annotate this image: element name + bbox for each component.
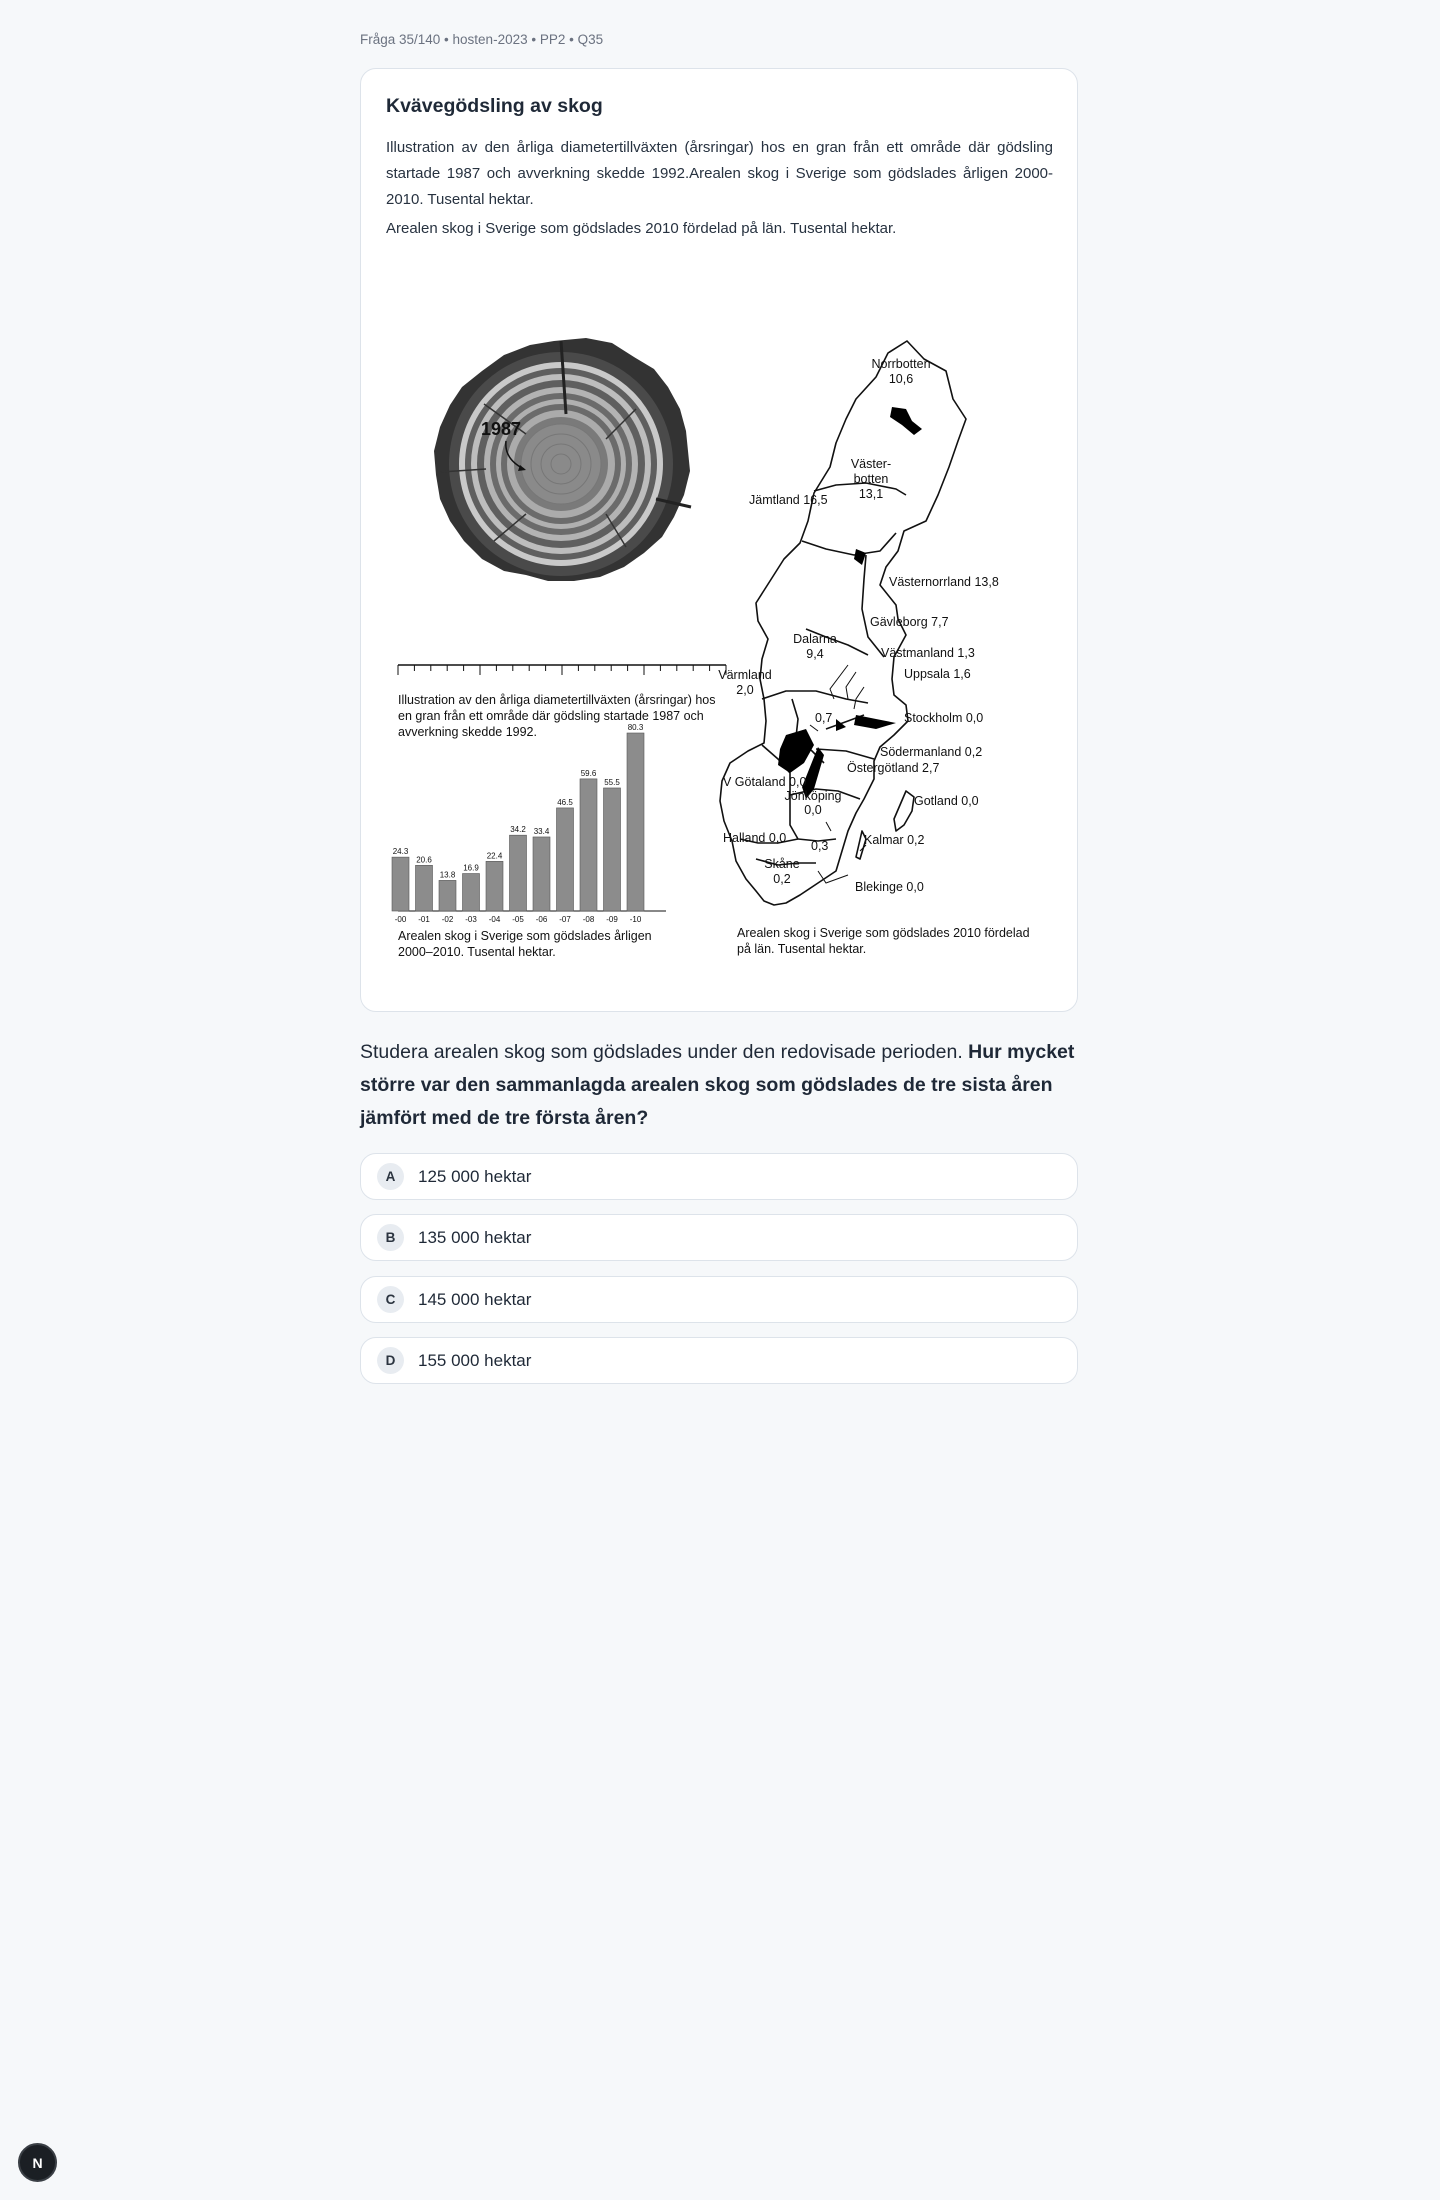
option-a-letter: A [377, 1163, 404, 1190]
option-b[interactable] [360, 1214, 1078, 1261]
bar-value-label: 55.5 [604, 777, 620, 787]
label-vastmanland: Västmanland 1,3 [881, 646, 975, 660]
bar [627, 733, 644, 911]
option-b-letter: B [377, 1224, 404, 1251]
label-vasterbotten-2: botten [853, 472, 889, 486]
option-c-text: 145 000 hektar [418, 1289, 532, 1309]
question-lead: Studera arealen skog som gödslades under den redovisade perioden. [360, 1041, 963, 1063]
map-caption-1: Arealen skog i Sverige som gödslades 2010 fördelad [737, 926, 1030, 940]
label-gavleborg: Gävleborg 7,7 [870, 615, 949, 629]
bar-category-label: -06 [535, 915, 548, 924]
bar [416, 865, 433, 911]
card-title: Kvävegödsling av skog [386, 95, 603, 117]
label-halland: Halland 0,0 [723, 831, 787, 845]
value-varmland: 2,0 [736, 683, 754, 697]
label-skane: Skåne [764, 857, 800, 871]
bar-category-label: -07 [559, 915, 571, 924]
bar-category-label: -02 [441, 915, 454, 924]
bar-category-label: -04 [488, 915, 501, 924]
figure-svg [386, 259, 1053, 979]
bar [392, 857, 409, 911]
question-meta: Fråga 35/140 • hosten-2023 • PP2 • Q35 [360, 32, 604, 47]
bar-value-label: 59.6 [580, 768, 597, 778]
label-dalarna: Dalarna [793, 632, 837, 646]
bar-category-label: -09 [606, 915, 618, 924]
bar-category-label: -10 [629, 915, 642, 924]
gotland [894, 791, 914, 831]
bar [463, 874, 480, 911]
bar [439, 880, 456, 911]
value-norrbotten: 10,6 [888, 372, 914, 386]
question-card [360, 68, 1078, 1012]
label-kalmar: Kalmar 0,2 [864, 833, 925, 847]
bar-value-label: 20.6 [416, 855, 432, 865]
value-jonkoping: 0,0 [804, 803, 822, 817]
question-text [360, 1036, 1080, 1135]
app-badge-button[interactable]: N [18, 2143, 57, 2182]
label-blekinge: Blekinge 0,0 [855, 880, 924, 894]
option-d[interactable] [360, 1337, 1078, 1384]
bar-value-label: 13.8 [439, 870, 456, 880]
label-jonkoping: Jönköping [784, 789, 842, 803]
label-varmland: Värmland [718, 668, 772, 682]
label-jamtland: Jämtland 16,5 [749, 493, 828, 507]
label-gotland: Gotland 0,0 [914, 794, 979, 808]
bar-category-label: -05 [512, 915, 524, 924]
option-a-text: 125 000 hektar [418, 1166, 532, 1186]
card-intro-2: Arealen skog i Sverige som gödslades 2010 fördelad på län. Tusental hektar. [386, 220, 897, 237]
bar-caption-2: 2000–2010. Tusental hektar. [398, 945, 556, 959]
bar-value-label: 24.3 [392, 847, 409, 857]
bar [533, 837, 550, 911]
option-d-text: 155 000 hektar [418, 1350, 532, 1370]
label-vasternorrland: Västernorrland 13,8 [889, 575, 999, 589]
bar-category-label: -00 [394, 915, 407, 924]
value-dalarna: 9,4 [806, 647, 824, 661]
bar [557, 808, 574, 911]
bar [580, 779, 597, 911]
option-b-text: 135 000 hektar [418, 1227, 532, 1247]
option-c[interactable] [360, 1276, 1078, 1323]
bar [510, 835, 527, 911]
bar [486, 861, 503, 911]
label-uppsala: Uppsala 1,6 [904, 667, 971, 681]
bar-category-label: -08 [582, 915, 595, 924]
bar-value-label: 46.5 [557, 797, 573, 807]
label-sodermanland: Södermanland 0,2 [880, 745, 983, 759]
question-bold: Hur mycket större var den sammanlagda arealen skog som gödslades de tre sista åren jämfört med de tre första åren? [360, 1041, 1075, 1129]
option-a[interactable] [360, 1153, 1078, 1200]
value-vasterbotten: 13,1 [858, 487, 884, 501]
card-intro: Illustration av den årliga diametertillväxten (årsringar) hos en gran från ett område där gödsling startade 1987 och avverkning skedde 1992.Arealen skog i Sverige som gödslades årligen 2000-2010. Tusental hektar. [386, 139, 1053, 208]
value-skane: 0,2 [773, 872, 791, 886]
value-kronoberg: 0,3 [811, 839, 829, 853]
figure [386, 259, 1053, 979]
label-ostergotland: Östergötland 2,7 [847, 761, 940, 775]
ring-year-label: 1987 [481, 419, 522, 439]
bar-category-label: -03 [465, 915, 477, 924]
bar-value-label: 34.2 [510, 825, 526, 835]
ring-caption-1: Illustration av den årliga diametertillväxten (årsringar) hos [398, 693, 716, 707]
bar-value-label: 16.9 [463, 863, 479, 873]
ring-caption-2: en gran från ett område där gödsling startade 1987 och [398, 709, 704, 723]
tree-ring-illustration [398, 338, 726, 739]
ring-caption-3: avverkning skedde 1992. [398, 725, 537, 739]
bar-value-label: 33.4 [533, 826, 550, 836]
label-vasterbotten-1: Väster- [850, 457, 892, 471]
bar-caption-1: Arealen skog i Sverige som gödslades årligen [398, 929, 652, 943]
bar-category-label: -01 [418, 915, 430, 924]
label-vgotaland: V Götaland 0,0 [723, 775, 807, 789]
label-stockholm: Stockholm 0,0 [904, 711, 984, 725]
label-norrbotten: Norrbotten [871, 357, 931, 371]
option-c-letter: C [377, 1286, 404, 1313]
option-d-letter: D [377, 1347, 404, 1374]
bar-value-label: 22.4 [486, 851, 503, 861]
bar-chart [392, 723, 666, 924]
bar-value-label: 80.3 [627, 723, 644, 732]
scale-ticks [398, 665, 726, 675]
value-orebro: 0,7 [815, 711, 833, 725]
map-caption-2: på län. Tusental hektar. [737, 942, 867, 956]
bar [604, 788, 621, 911]
